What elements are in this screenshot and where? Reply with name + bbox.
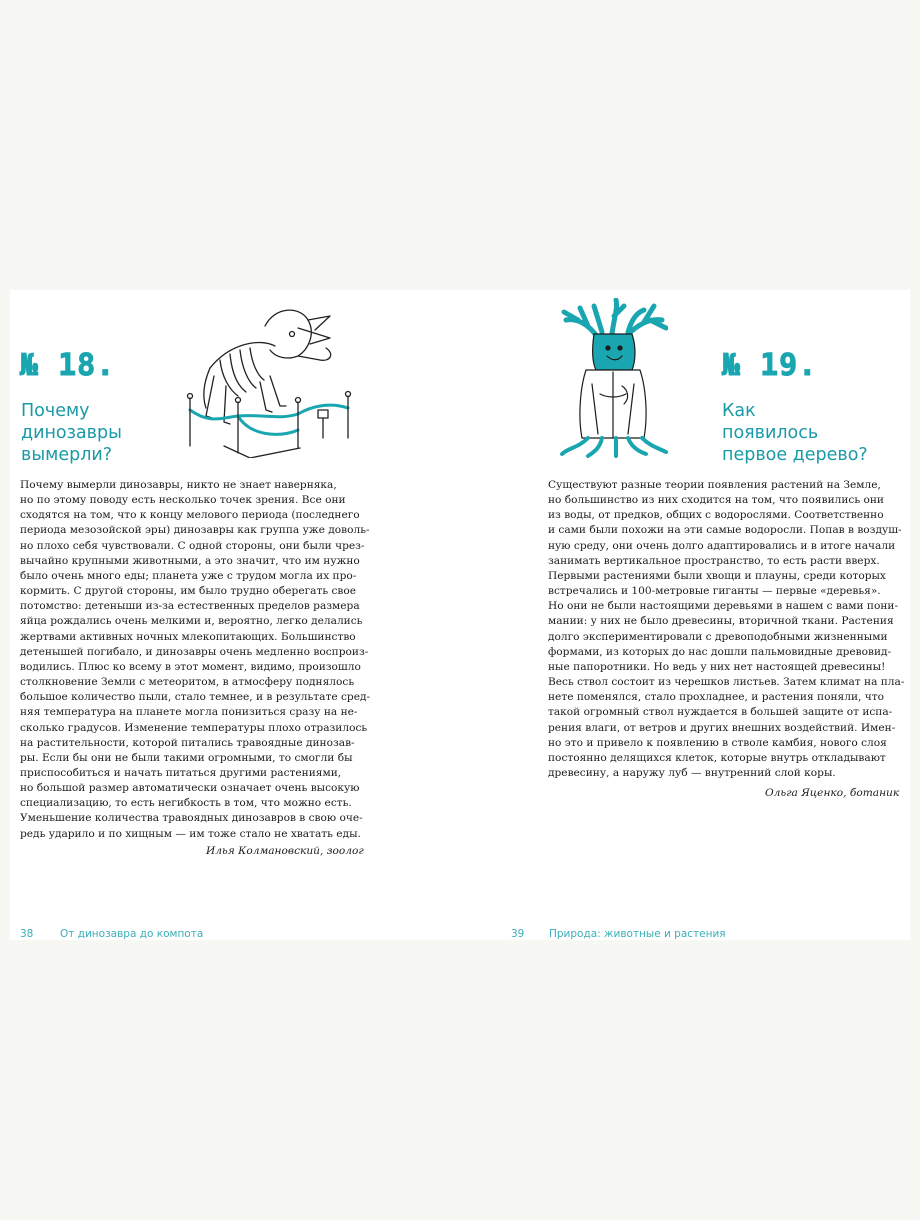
body-line: Первыми растениями были хвощи и плауны, среди которых (548, 569, 886, 582)
body-line: ные папоротники. Но ведь у них нет настоящей древесины! (548, 660, 886, 673)
running-title: От динозавра до компота (60, 928, 204, 940)
body-line: няя температура на планете могла понизиться сразу на не- (20, 706, 358, 719)
body-line: Но они не были настоящими деревьями в нашем с вами пони- (548, 600, 899, 613)
running-title: Природа: животные и растения (549, 928, 726, 940)
article-body (20, 478, 371, 842)
body-line: постоянно делящихся клеток, которые внутрь откладывают (548, 751, 886, 764)
page-number: 39 (511, 928, 525, 940)
title-line: динозавры (21, 423, 122, 443)
title-line: вымерли? (21, 445, 113, 465)
body-line: большое количество пыли, стало темнее, и в результате сред- (20, 691, 371, 704)
body-line: периода мезозойской эры) динозавры как группа уже доволь- (20, 524, 370, 537)
article-title (722, 400, 868, 466)
body-line: из воды, от предков, общих с водорослями. Соответственно (548, 509, 884, 522)
body-line: встречались и 100-метровые гиганты — первые «деревья». (548, 585, 881, 598)
body-line: мании: у них не было древесины, вторичной ткани. Растения (548, 615, 894, 628)
body-line: но это и привело к появлению в стволе камбия, нового слоя (548, 736, 887, 749)
body-line: столкновение Земли с метеоритом, в атмосферу поднялось (20, 676, 355, 689)
left-page (10, 290, 460, 940)
body-line: занимать вертикальное пространство, то есть расти вверх. (548, 554, 880, 567)
body-line: детенышей погибало, и динозавры очень медленно воспроиз- (20, 645, 369, 658)
body-line: жертвами активных ночных млекопитающих. Большинство (20, 630, 356, 643)
body-line: и сами были похожи на эти самые водоросли. Попав в воздуш- (548, 524, 902, 537)
title-line: первое дерево? (722, 445, 868, 465)
right-page (460, 290, 910, 940)
body-line: формами, из которых до нас дошли пальмовидные древовид- (548, 645, 892, 658)
body-line: Почему вымерли динозавры, никто не знает наверняка, (20, 479, 337, 491)
body-line: такой огромный ствол нуждается в большей защите от испа- (548, 706, 893, 719)
body-line: но большой размер автоматически означает очень высокую (20, 782, 360, 795)
tree-in-coat-icon (558, 298, 668, 458)
body-line: вычайно крупными животными, а это значит, что им нужно (20, 554, 360, 567)
body-line: сколько градусов. Изменение температуры плохо отразилось (20, 721, 368, 734)
body-line: сходятся на том, что к концу мелового периода (последнего (20, 509, 360, 522)
author-signature: Илья Колмановский, зоолог (206, 845, 364, 857)
body-line: водились. Плюс ко всему в этот момент, видимо, произошло (20, 660, 361, 673)
body-line: кормить. С другой стороны, им было трудно оберегать свое (20, 585, 357, 598)
author-signature: Ольга Яценко, ботаник (765, 787, 900, 799)
article-body (548, 478, 905, 781)
book-spread (10, 290, 910, 940)
body-line: древесину, а наружу луб — внутренний слой коры. (548, 766, 836, 779)
body-line: долго экспериментировали с древоподобными жизненными (548, 630, 888, 643)
body-line: было очень много еды; планета уже с трудом могла их про- (20, 569, 357, 582)
body-line: но плохо себя чувствовали. С одной стороны, они были чрез- (20, 539, 365, 552)
body-line: яйца рождались очень мелкими и, вероятно, легко делались (20, 615, 363, 628)
body-line: Уменьшение количества травоядных динозавров в свою оче- (20, 812, 363, 825)
body-line: специализацию, то есть негибкость в том, что можно есть. (20, 797, 352, 810)
title-line: появилось (722, 423, 819, 443)
body-line: Весь ствол состоит из черешков листьев. Затем климат на пла- (548, 676, 905, 689)
body-line: Существуют разные теории появления растений на Земле, (548, 479, 881, 491)
body-line: но большинство из них сходится на том, что появились они (548, 494, 884, 507)
body-line: ную среду, они очень долго адаптировались и в итоге начали (548, 539, 896, 552)
article-title (21, 400, 122, 466)
title-line: Почему (21, 401, 90, 421)
title-line: Как (722, 401, 756, 421)
body-line: ры. Если бы они не были такими огромными, то смогли бы (20, 751, 353, 764)
body-line: нете поменялся, стало прохладнее, и растения поняли, что (548, 691, 884, 704)
body-line: но по этому поводу есть несколько точек зрения. Все они (20, 494, 346, 507)
triceratops-skeleton-icon (180, 298, 360, 458)
body-line: потомство: детеныши из-за естественных пределов размера (20, 600, 360, 613)
page-number: 38 (20, 928, 34, 940)
body-line: рения влаги, от ветров и других внешних воздействий. Имен- (548, 721, 896, 734)
body-line: на растительности, которой питались травоядные динозав- (20, 736, 355, 749)
body-line: приспособиться и начать питаться другими растениями, (20, 766, 342, 779)
article-number: № 18. (20, 348, 116, 383)
article-number: № 19. (722, 348, 818, 383)
body-line: редь ударило и по хищным — им тоже стало не хватать еды. (20, 827, 361, 840)
